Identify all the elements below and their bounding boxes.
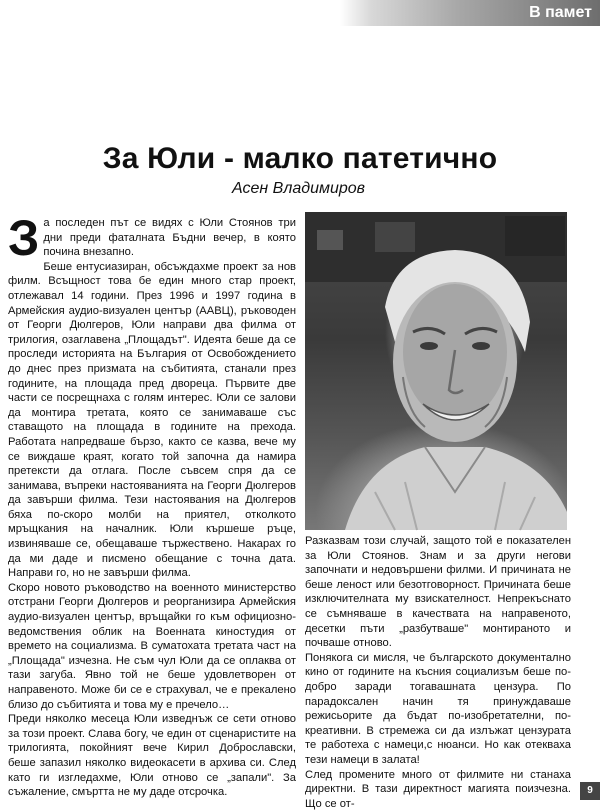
article-author: Асен Владимиров <box>232 180 365 198</box>
right-column <box>305 534 571 811</box>
portrait-photo <box>305 212 567 530</box>
drop-cap: З <box>8 218 39 260</box>
left-column <box>8 216 296 800</box>
paragraph-1 <box>8 216 296 260</box>
section-header-band <box>340 0 600 26</box>
section-label: В памет <box>529 0 592 26</box>
paragraph-1-text: а последен път се видях с Юли Стоянов три дни преди фаталната Бъдни вечер, в която почина внезапно. <box>43 217 296 258</box>
right-paragraph-2: Понякога си мисля, че българското документално кино от годините на късния социализъм беше по-добро заради тогавашната цензура. По парадоксален начин тя принуждаваше режисьорите да бъдат по-изобретателни, по-креативни. В стремежа си да излъжат цензурата те работеха с намеци,с нюанси. Но как отекваха тези намеци в залата! <box>305 651 571 768</box>
article-title: За Юли - малко патетично <box>0 142 600 176</box>
right-paragraph-3: След промените много от филмите ни станаха директни. В тази директност магията поизчезна. Що се от- <box>305 768 571 811</box>
paragraph-3: Скоро новото ръководство на военното министерство отстрани Георги Дюлгеров и реорганизира Армейския аудио-визуален център, връщайки го към официозно-ведомствения облик на Военната киностудия от времето на социализма. В суматохата третата част на „Площада" изчезна. Не съм чул Юли да се оплаква от тази загуба. Явно той не беше удовлетворен от направеното. Може би се е страхувал, че е прекалено близо до събитията и това му е пречело… <box>8 581 296 712</box>
right-paragraph-1: Разказвам този случай, защото той е показателен за Юли Стоянов. Знам и за други негови започнати и недовършени филми. И причината не беше леност или безотговорност. Причината беше изключителната му взискателност. Непрекъснато се съмняваше в качествата на направеното, десетки пъти „разбутваше" монтираното и почваше отново. <box>305 534 571 651</box>
page-number: 9 <box>580 782 600 800</box>
paragraph-2: Беше ентусиазиран, обсъждахме проект за нов филм. Всъщност това бе един много стар проект, отлежавал 14 години. През 1996 и 1997 година в Армейския аудио-визуален център (ААВЦ), ръководен от Георги Дюлгеров, Юли направи два филма от трилогия, озаглавена „Площадът". Идеята беше да се проследи историята на България от Освобождението до днес през призмата на събитията, станали през годините, на площада пред двореца. Първите две части се посрещнаха с голям интерес. Юли се залови да монтира третата, която се занимаваше със ставащото на площада в годините на прехода. Работата напредваше бързо, както се казва, вече му се виждаше краят, когато той започна да намира претексти да отлага. После съвсем спря да се занимава, въпреки настояванията на Георги Дюлгеров да завърши филма. Тези настоявания на Дюлгеров бяха по-скоро молби на приятел, отколкото мръщкания на началник. Юли кършеше ръце, извиняваше се, обещаваше тържествено. Накарах го да ми даде и писмено обещание с точна дата. Направи го, но не завърши филма. <box>8 260 296 581</box>
paragraph-4: Преди няколко месеца Юли изведнъж се сети отново за този проект. Слава богу, че един от сценаристите на трилогията, покойният вече Кирил Доброславски, беше запазил няколко видеокасети в архива си. След като ги изгледахме, Юли отново се „запали". За съжаление, смъртта не му даде отсрочка. <box>8 712 296 800</box>
portrait-illustration <box>305 212 567 530</box>
